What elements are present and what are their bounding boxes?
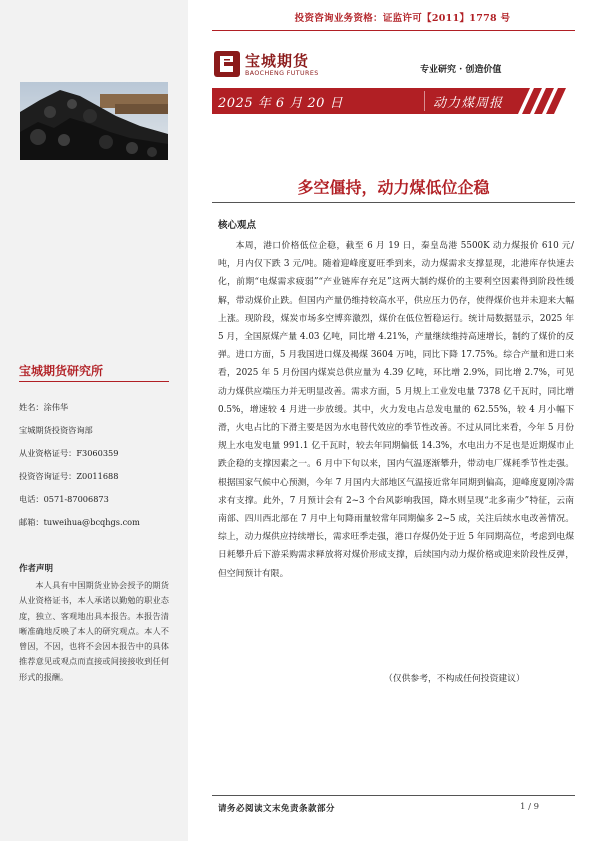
practice-license: 从业资格证号：F3060359: [19, 448, 119, 458]
report-date: 2025 年 6 月 20 日: [218, 96, 344, 111]
coal-photo: [20, 82, 168, 160]
sidebar: [0, 0, 188, 841]
footer-note: 请务必阅读文末免责条款部分: [218, 804, 336, 814]
title-rule: [212, 202, 575, 203]
analyst-contact: [19, 396, 140, 534]
analyst-phone: 电话：0571-87006873: [19, 494, 109, 504]
footer-rule: [212, 795, 575, 796]
report-body: 本周，港口价格低位企稳，截至 6 月 19 日，秦皇岛港 5500K 动力煤报价 610 元/吨，月内仅下跌 3 元/吨。随着迎峰度夏旺季到来，动力煤需求支撑显现，北港库存快速去化，前期“电煤需求疲弱”“产业链库存充足”这两大制约煤价的主要利空因素得到阶段性缓解，带动煤价止跌。但国内产量仍维持较高水平，供应压力仍存，使得煤价也并未迎来大幅上涨。现阶段，煤炭市场多空博弈激烈，煤价在低位暂稳运行。统计局数据显示，2025 年 5 月，全国原煤产量 4.03 亿吨，同比增 4.21%，产量继续维持高速增长，制约了煤价的反弹。进口方面，5 月我国进口煤及褐煤 3604 万吨，同比下降 17.75%。综合产量和进口来看，2025 年 5 月份国内煤炭总供应量为 4.39 亿吨，环比增 2.9%，同比增 2.7%，可见动力煤供应端压力并无明显改善。需求方面，5 月规上工业发电量 7378 亿千瓦时，同比增 0.5%，增速较 4 月进一步放缓。其中，火力发电占总发电量的 62.55%，较 4 月小幅下滑，火电占比的下滑主要是因为水电替代效应的季节性改善。不过从同比来看，今年 5 月份规上水电发电量 991.1 亿千瓦时，较去年同期偏低 14.3%，水电出力不足也是近期煤市止跌企稳的支撑因素之一。6 月中下旬以来，国内气温逐渐攀升，带动电厂煤耗季节性走强。根据国家气候中心预测，今年 7 月国内大部地区气温接近常年同期到偏高，迎峰度夏刚冷需求有支撑。此外，7 月预计会有 2~3 个台风影响我国，降水则呈现“北多南少”特征，云南南部、四川西北部在 7 月中上旬降雨量较常年同期偏多 2~5 成，关注后续水电改善情况。综上，动力煤供应持续增长，需求旺季走强，港口存煤仍处于近 5 年同期高位，考虑到电煤日耗攀升后下游采购需求释放将对煤价形成支撑，后续国内动力煤价格或迎来阶段性反弹，但空间预计有限。: [218, 241, 574, 579]
consulting-license: 投资咨询证号：Z0011688: [19, 471, 119, 481]
page-number: 1 / 9: [520, 802, 540, 812]
qualification-line: 投资咨询业务资格：证监许可【2011】1778 号: [294, 13, 511, 24]
analyst-email[interactable]: 邮箱：tuweihua@bcqhgs.com: [19, 517, 140, 527]
report-type: 动力煤周报: [433, 96, 504, 111]
company-logo-icon: [213, 50, 241, 82]
slogan: 专业研究 · 创造价值: [420, 65, 502, 75]
investment-note: （仅供参考，不构成任何投资建议）: [384, 674, 525, 684]
analyst-department: 宝城期货投资咨询部: [19, 425, 93, 435]
section-label: 核心观点: [218, 220, 257, 231]
logo-text: 宝城期货: [245, 52, 310, 70]
header-rule: [212, 30, 575, 31]
institute-divider: [19, 381, 169, 382]
report-title: 多空僵持，动力煤低位企稳: [297, 178, 490, 197]
disclaimer-body: 本人具有中国期货业协会授予的期货从业资格证书，本人承诺以勤勉的职业态度，独立、客观地出具本报告。本报告清晰准确地反映了本人的研究观点。本人不曾因，不因，也将不会因本报告中的具体推荐意见或观点而直接或间接接收到任何形式的报酬。: [19, 580, 169, 682]
logo-text-en: BAOCHENG FUTURES: [245, 70, 319, 77]
analyst-name: 姓名：涂伟华: [19, 402, 69, 412]
institute-name: 宝城期货研究所: [19, 364, 104, 378]
disclaimer-title: 作者声明: [19, 564, 54, 574]
